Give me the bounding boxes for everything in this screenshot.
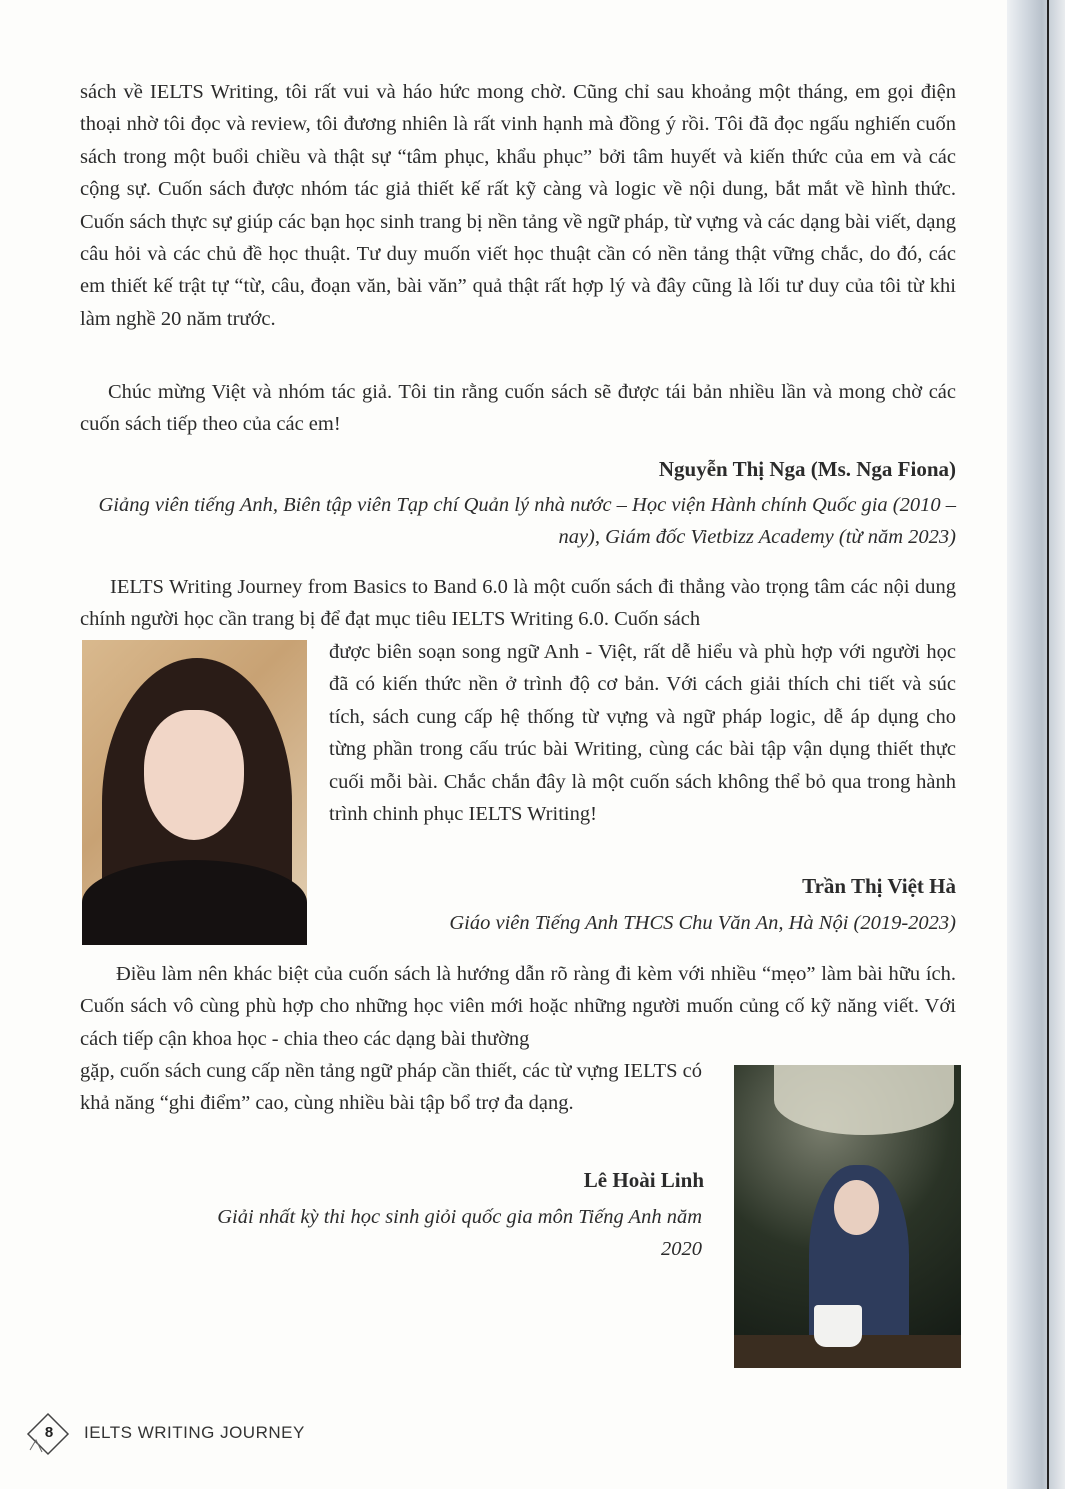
signature-name-nga: Nguyễn Thị Nga (Ms. Nga Fiona) xyxy=(658,457,956,481)
signature-role-linh: Giải nhất kỳ thi học sinh giỏi quốc gia môn Tiếng Anh năm 2020 xyxy=(217,1206,702,1261)
book-spine xyxy=(1007,0,1065,1489)
paragraph-review-4-intro: Điều làm nên khác biệt của cuốn sách là hướng dẫn rõ ràng đi kèm với nhiều “mẹo” làm bài hữu ích. Cuốn sách vô cùng phù hợp cho những học viên mới hoặc những người muốn củng cố kỹ năng viết. Với cách tiếp cận khoa học - chia theo các dạng bài thường xyxy=(80,963,956,1050)
spine-edge-line xyxy=(1047,0,1049,1489)
signature-role-nga: Giảng viên tiếng Anh, Biên tập viên Tạp chí Quản lý nhà nước – Học viện Hành chính Quốc gia (2010 – nay), Giám đốc Vietbizz Academy (từ năm 2023) xyxy=(98,494,956,549)
reviewer-photo-ha xyxy=(82,640,307,945)
reviewer-photo-linh xyxy=(734,1065,961,1368)
signature-name-linh: Lê Hoài Linh xyxy=(583,1168,704,1192)
paragraph-review-4-body: gặp, cuốn sách cung cấp nền tảng ngữ pháp cần thiết, các từ vựng IELTS có khả năng “ghi điểm” cao, cùng nhiều bài tập bổ trợ đa dạng. xyxy=(80,1060,702,1115)
paragraph-review-1: sách về IELTS Writing, tôi rất vui và háo hức mong chờ. Cũng chỉ sau khoảng một tháng, em gọi điện thoại nhờ tôi đọc và review, tôi đương nhiên là rất vinh hạnh mà đồng ý rồi. Tôi đã đọc ngấu nghiến cuốn sách trong một buổi chiều và thật sự “tâm phục, khẩu phục” bởi tâm huyết và kiến thức của em và các cộng sự. Cuốn sách được nhóm tác giả thiết kế rất kỹ càng và logic về nội dung, bắt mắt về hình thức. Cuốn sách thực sự giúp các bạn học sinh trang bị nền tảng về ngữ pháp, từ vựng và các dạng bài viết, dạng câu hỏi và các chủ đề học thuật. Tư duy muốn viết học thuật cần có nền tảng thật vững chắc, do đó, các em thiết kế trật tự “từ, câu, đoạn văn, bài văn” quả thật rất hợp lý và đây cũng là lối tư duy của tôi từ khi làm nghề 20 năm trước. xyxy=(80,81,956,330)
page-number: 8 xyxy=(44,1424,54,1441)
paragraph-review-2: Chúc mừng Việt và nhóm tác giả. Tôi tin rằng cuốn sách sẽ được tái bản nhiều lần và mong chờ các cuốn sách tiếp theo của các em! xyxy=(80,381,956,436)
signature-role-ha: Giáo viên Tiếng Anh THCS Chu Văn An, Hà Nội (2019-2023) xyxy=(449,912,956,934)
signature-name-ha: Trần Thị Việt Hà xyxy=(802,874,956,898)
paragraph-review-3-intro: IELTS Writing Journey from Basics to Band 6.0 là một cuốn sách đi thẳng vào trọng tâm các nội dung chính người học cần trang bị để đạt mục tiêu IELTS Writing 6.0. Cuốn sách xyxy=(80,576,956,631)
footer-book-title: IELTS WRITING JOURNEY xyxy=(84,1423,305,1442)
paragraph-review-3-body: được biên soạn song ngữ Anh - Việt, rất dễ hiểu và phù hợp với người học đã có kiến thức nền ở trình độ cơ bản. Với cách giải thích chi tiết và súc tích, sách cung cấp hệ thống từ vựng và ngữ pháp logic, dễ áp dụng cho từng phần trong cấu trúc bài Writing, cùng các bài tập vận dụng thiết thực cuối mỗi bài. Chắc chắn đây là một cuốn sách không thể bỏ qua trong hành trình chinh phục IELTS Writing! xyxy=(329,641,956,826)
